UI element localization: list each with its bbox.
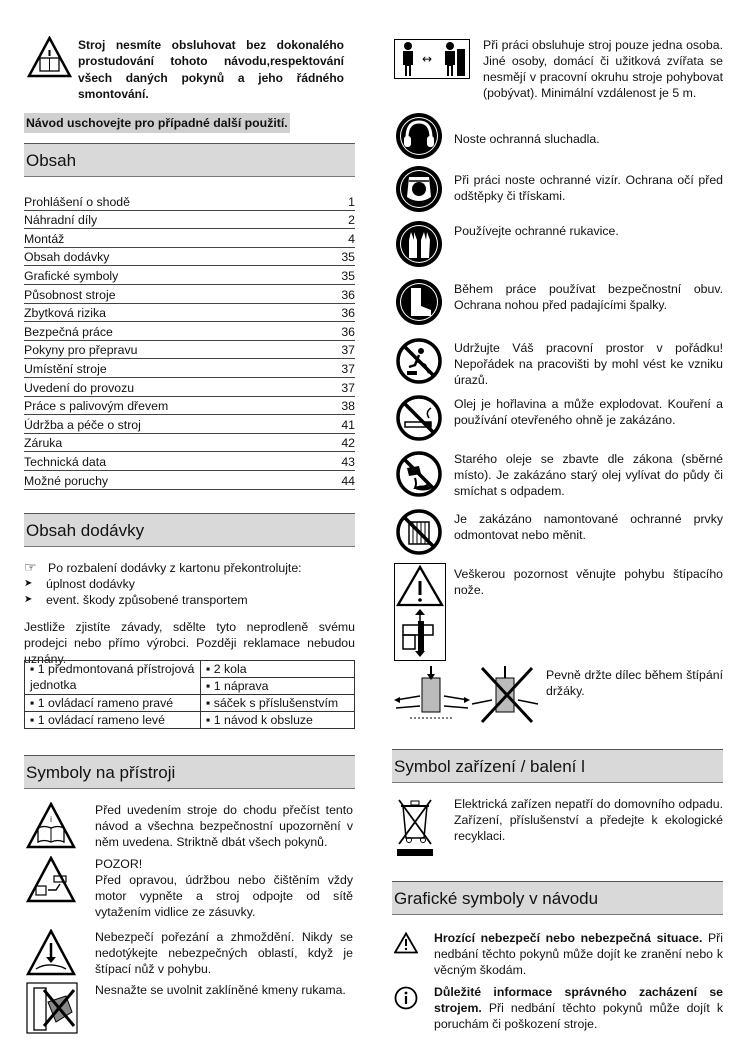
list-item: ➤ event. škody způsobené transportem — [24, 593, 248, 607]
table-cell: ▪ 1 ovládací rameno pravé — [25, 695, 201, 712]
toc-label: Náhradní díly — [24, 213, 98, 228]
no-hands-log-icon — [26, 982, 78, 1034]
unplug-warning-icon — [26, 856, 76, 904]
face-shield-icon — [395, 165, 443, 213]
delivery-intro — [24, 559, 355, 576]
keep-manual-note: Návod uschovejte pro případné další použití. — [24, 113, 290, 133]
toc-label: Práce s palivovým dřevem — [24, 399, 169, 414]
list-item: ➤ úplnost dodávky — [24, 577, 135, 591]
right-symbol-text: Používejte ochranné rukavice. — [454, 224, 619, 238]
table-row — [25, 695, 355, 712]
toc-label: Uvedení do provozu — [24, 380, 135, 395]
no-clutter-icon — [395, 337, 443, 385]
hand-pointer-icon: ☞ — [24, 559, 37, 575]
caution-title: POZOR! — [95, 857, 143, 871]
toc-label: Možné poruchy — [24, 473, 109, 488]
table-row — [25, 712, 355, 729]
toc-page: 42 — [341, 436, 355, 451]
no-oil-dumping-icon — [395, 450, 443, 498]
machine-symbol-text: Před uvedením stroje do chodu přečíst tento návod a všechna bezpečnostní upozornění v něm uvedena. Striktně dbát všech pokynů. — [95, 803, 353, 849]
toc-page: 38 — [341, 399, 355, 414]
bold-text: Hrozící nebezpečí nebo nebezpečná situace. — [434, 931, 703, 945]
read-manual-icon — [26, 802, 76, 850]
delivery-table — [24, 660, 355, 729]
weee-bin-icon — [397, 796, 433, 858]
toc-row[interactable] — [24, 304, 355, 323]
no-guard-removal-icon — [395, 508, 443, 556]
toc-page: 4 — [348, 231, 355, 246]
plain-text: Při nedbání těchto pokynů může dojít ke zranění nebo k věcným škodám. — [434, 931, 723, 977]
right-symbol-text: Veškerou pozornost věnujte pohybu štípacího nože. — [454, 567, 723, 597]
bold-text: Důležité informace správného zacházení se strojem. — [434, 985, 723, 1015]
toc-row[interactable] — [24, 248, 355, 267]
svg-text:i: i — [50, 815, 52, 824]
delivery-note: Jestliže zjistíte závady, sdělte tyto neprodleně svému prodejci nebo přímo výrobci. Později reklamace nebudou uznány. — [24, 620, 355, 666]
toc-page: 36 — [341, 287, 355, 302]
delivery-bullets — [24, 576, 355, 608]
toc-label: Obsah dodávky — [24, 250, 110, 265]
blade-movement-icon — [394, 563, 446, 661]
table-cell: ▪ 1 náprava — [201, 678, 355, 695]
read-manual-warning-icon — [27, 36, 72, 78]
toc-row[interactable] — [24, 266, 355, 285]
toc-row[interactable] — [24, 452, 355, 471]
toc-page: 44 — [341, 473, 355, 488]
crush-hazard-icon — [26, 929, 76, 977]
right-symbol-text: Je zakázáno namontované ochranné prvky odmontovat nebo měnit. — [454, 512, 723, 542]
toc-label: Údržba a péče o stroj — [24, 417, 141, 432]
table-cell: ▪ 1 předmontovaná přístrojová jednotka — [25, 661, 201, 695]
toc-label: Prohlášení o shodě — [24, 194, 130, 209]
toc-page: 35 — [341, 268, 355, 283]
table-row — [25, 661, 355, 678]
no-smoking-icon — [395, 394, 443, 442]
machine-symbol-text: Před opravou, údržbou nebo čištěním vždy motor vypněte a stroj odpojte od sítě vytažením vidlice ze zásuvky. — [95, 873, 353, 919]
toc-row[interactable] — [24, 378, 355, 397]
arrow-bullet-icon: ➤ — [24, 578, 33, 589]
toc-row[interactable] — [24, 322, 355, 341]
toc-page: 2 — [348, 213, 355, 228]
intro-warning-text: Stroj nesmíte obsluhovat bez dokonalého prostudování tohoto návodu,respektování všech daných pokynů a jeho řádného smontování. — [78, 38, 344, 101]
table-cell: ▪ 1 návod k obsluze — [201, 712, 355, 729]
toc-page: 43 — [341, 454, 355, 469]
toc-page: 37 — [341, 380, 355, 395]
toc-label: Montáž — [24, 231, 65, 246]
toc-label: Bezpečná práce — [24, 324, 113, 339]
arrow-bullet-icon: ➤ — [24, 594, 33, 605]
right-symbol-text: Udržujte Váš pracovní prostor v pořádku! Nepořádek na pracovišti by mohl vést ke vzniku úrazů. — [454, 341, 723, 387]
ear-protection-icon — [395, 112, 443, 160]
machine-symbols-heading: Symboly na přístroji — [24, 755, 355, 789]
toc-page: 37 — [341, 343, 355, 358]
graphic-symbol-text — [434, 930, 723, 978]
toc-label: Umístění stroje — [24, 361, 107, 376]
graphic-symbol-text — [434, 984, 723, 1032]
right-symbol-text: Při práci noste ochranné vizír. Ochrana očí před odštěpky či třískami. — [454, 173, 723, 203]
toc-heading: Obsah — [24, 143, 355, 177]
gloves-icon — [395, 220, 443, 268]
toc-row[interactable] — [24, 397, 355, 416]
toc-page: 37 — [341, 361, 355, 376]
safety-boots-icon — [395, 278, 443, 326]
toc-row[interactable] — [24, 471, 355, 490]
svg-text:↔: ↔ — [422, 52, 433, 66]
toc-page: 36 — [341, 324, 355, 339]
toc-page: 41 — [341, 417, 355, 432]
toc-label: Grafické symboly — [24, 268, 119, 283]
toc-row[interactable] — [24, 359, 355, 378]
right-symbol-text: Starého oleje se zbavte dle zákona (sběrné místo). Je zakázáno starý olej vylívat do půdy či smíchat s odpadem. — [454, 452, 723, 498]
one-operator-icon — [394, 39, 470, 79]
right-symbol-text: Olej je hořlavina a může explodovat. Kouření a používání otevřeného ohně je zakázáno. — [454, 397, 723, 427]
toc-label: Působnost stroje — [24, 287, 116, 302]
plain-text: Při nedbání těchto pokynů může dojít k poruchám či poškození stroje. — [434, 1001, 723, 1031]
danger-triangle-icon — [394, 932, 418, 954]
delivery-heading: Obsah dodávky — [24, 513, 355, 547]
toc-page: 35 — [341, 250, 355, 265]
toc-page: 1 — [348, 194, 355, 209]
toc-row[interactable] — [24, 229, 355, 248]
toc-row[interactable] — [24, 192, 355, 211]
right-symbol-text: Při práci obsluhuje stroj pouze jedna osoba. Jiné osoby, domácí či užitková zvířata se nesmějí v pracovní okruhu stroje pohybovat (pobývat). Minimální vzdálenost je 5 m. — [483, 38, 723, 100]
right-symbol-text: Během práce používat bezpečnostní obuv. Ochrana nohou před padajícími špalky. — [454, 282, 723, 312]
hold-log-icon — [392, 664, 542, 726]
graphic-symbols-heading: Grafické symboly v návodu — [392, 881, 723, 915]
toc-label: Pokyny pro přepravu — [24, 343, 138, 358]
toc-row[interactable] — [24, 211, 355, 230]
delivery-intro-text: Po rozbalení dodávky z kartonu překontrolujte: — [48, 561, 302, 575]
table-cell: ▪ sáček s příslušenstvím — [201, 695, 355, 712]
table-cell: ▪ 1 ovládací rameno levé — [25, 712, 201, 729]
info-icon — [394, 986, 418, 1010]
toc-row[interactable] — [24, 415, 355, 434]
table-cell: ▪ 2 kola — [201, 661, 355, 678]
toc-row[interactable] — [24, 434, 355, 453]
toc-label: Zbytková rizika — [24, 306, 107, 321]
right-symbol-text: Pevně držte dílec během štípání držáky. — [546, 668, 723, 698]
right-symbol-text: Noste ochranná sluchadla. — [454, 132, 600, 146]
machine-symbol-text: Nesnažte se uvolnit zaklíněné kmeny rukama. — [95, 983, 346, 997]
toc-label: Technická data — [24, 454, 107, 469]
toc-row[interactable] — [24, 285, 355, 304]
toc-label: Záruka — [24, 436, 63, 451]
packaging-heading: Symbol zařízení / balení l — [392, 749, 723, 783]
machine-symbol-text: Nebezpečí pořezání a zhmoždění. Nikdy se nedotýkejte nebezpečných oblastí, když je štípací nůž v pohybu. — [95, 930, 353, 976]
packaging-text: Elektrická zařízen nepatří do domovního odpadu. Zařízení, příslušenství a předejte k ekologické recyklaci. — [454, 797, 723, 843]
toc-row[interactable] — [24, 341, 355, 360]
toc-page: 36 — [341, 306, 355, 321]
